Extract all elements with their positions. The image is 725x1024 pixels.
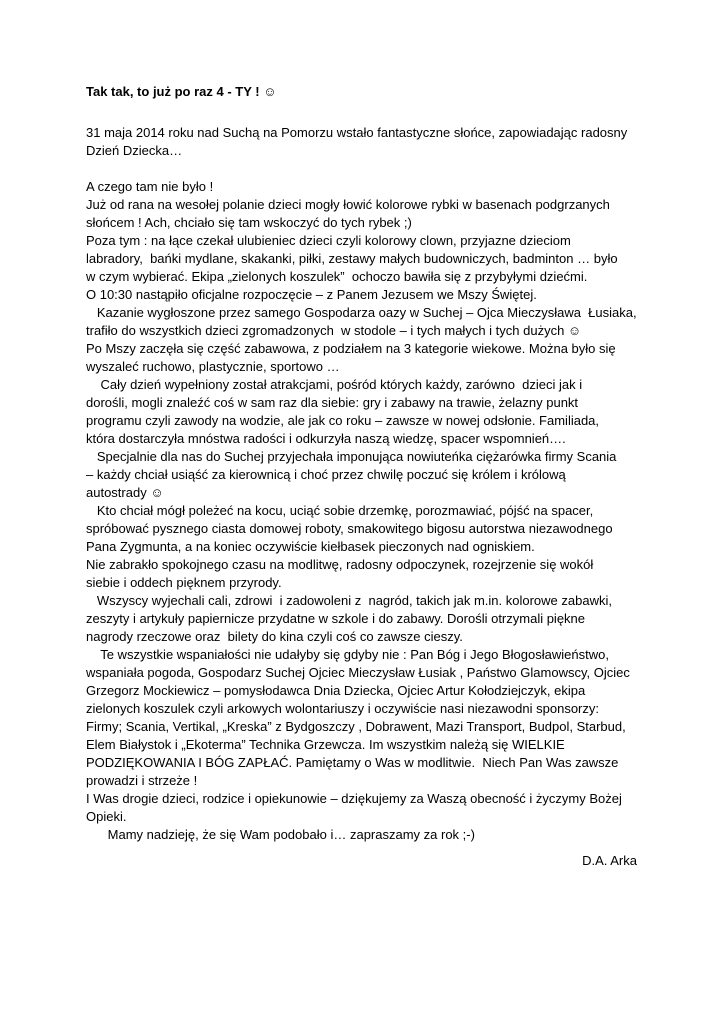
body-line: słońcem ! Ach, chciało się tam wskoczyć do tych rybek ;) (86, 215, 412, 230)
body-line: I Was drogie dzieci, rodzice i opiekunowie – dziękujemy za Waszą obecność i życzymy Bożej (86, 791, 622, 806)
body-line: dorośli, mogli znaleźć coś w sam raz dla siebie: gry i zabawy na trawie, żelazny punkt (86, 395, 579, 410)
body-line: wyszaleć ruchowo, plastycznie, sportowo … (86, 359, 340, 374)
body-line: Kto chciał mógł poleżeć na kocu, uciąć sobie drzemkę, porozmawiać, pójść na spacer, (86, 503, 594, 518)
body-line: nagrody rzeczowe oraz bilety do kina czyli coś co zawsze cieszy. (86, 629, 463, 644)
body-line: Dzień Dziecka… (86, 143, 183, 158)
body-line: Te wszystkie wspaniałości nie udałyby się gdyby nie : Pan Bóg i Jego Błogosławieństwo, (86, 647, 609, 662)
body-line: trafiło do wszystkich dzieci zgromadzonych w stodole – i tych małych i tych dużych ☺ (86, 323, 582, 338)
body-line: Nie zabrakło spokojnego czasu na modlitwę, radosny odpoczynek, rozejrzenie się wokół (86, 557, 594, 572)
body-line: labradory, bańki mydlane, skakanki, piłki, zestawy małych budowniczych, badminton … było (86, 251, 618, 266)
body-line: Firmy; Scania, Vertikal, „Kreska” z Bydgoszczy , Dobrawent, Mazi Transport, Budpol, Starbud, (86, 719, 626, 734)
body-line: Specjalnie dla nas do Suchej przyjechała imponująca nowiuteńka ciężarówka firmy Scania (86, 449, 617, 464)
body-line: autostrady ☺ (86, 485, 164, 500)
body-line: A czego tam nie było ! (86, 179, 214, 194)
body-line: Cały dzień wypełniony został atrakcjami, pośród których każdy, zarówno dzieci jak i (86, 377, 583, 392)
body-line: programu czyli zawody na wodzie, ale jak co roku – zawsze w nowej odsłonie. Familiada, (86, 413, 600, 428)
body-line: Poza tym : na łące czekał ulubieniec dzieci czyli kolorowy clown, przyjazne dzieciom (86, 233, 571, 248)
body-line: Elem Białystok i „Ekoterma” Technika Grzewcza. Im wszystkim należą się WIELKIE (86, 737, 565, 752)
body-line: zeszyty i artykuły papiernicze przydatne w szkole i do zabawy. Dorośli otrzymali piękne (86, 611, 586, 626)
body-line: Pana Zygmunta, a na koniec oczywiście kiełbasek pieczonych nad ogniskiem. (86, 539, 535, 554)
body-line: która dostarczyła mnóstwa radości i odkurzyła naszą wiedzę, spacer wspomnień…. (86, 431, 566, 446)
body-line: Grzegorz Mockiewicz – pomysłodawca Dnia Dziecka, Ojciec Artur Kołodziejczyk, ekipa (86, 683, 586, 698)
body-line: siebie i oddech pięknem przyrody. (86, 575, 282, 590)
body-line: Po Mszy zaczęła się część zabawowa, z podziałem na 3 kategorie wiekowe. Można było się (86, 341, 616, 356)
body-line: 31 maja 2014 roku nad Suchą na Pomorzu wstało fantastyczne słońce, zapowiadając radosny (86, 125, 628, 140)
document-title: Tak tak, to już po raz 4 - TY ! ☺ (86, 84, 277, 99)
body-line: zielonych koszulek czyli arkowych wolontariuszy i oczywiście nasi niezawodni sponsorzy: (86, 701, 599, 716)
body-line: – każdy chciał usiąść za kierownicą i choć przez chwilę poczuć się królem i królową (86, 467, 566, 482)
body-line: w czym wybierać. Ekipa „zielonych koszulek” ochoczo bawiła się z przybyłymi dziećmi. (86, 269, 588, 284)
body-line: Kazanie wygłoszone przez samego Gospodarza oazy w Suchej – Ojca Mieczysława Łusiaka, (86, 305, 637, 320)
body-line: prowadzi i strzeże ! (86, 773, 198, 788)
body-line: Już od rana na wesołej polanie dzieci mogły łowić kolorowe rybki w basenach podgrzanych (86, 197, 610, 212)
signature: D.A. Arka (582, 853, 637, 868)
body-line: spróbować pysznego ciasta domowej roboty, smakowitego bigosu autorstwa niezawodnego (86, 521, 613, 536)
body-line: O 10:30 nastąpiło oficjalne rozpoczęcie – z Panem Jezusem we Mszy Świętej. (86, 287, 537, 302)
body-line: Opieki. (86, 809, 127, 824)
body-line: Wszyscy wyjechali cali, zdrowi i zadowoleni z nagród, takich jak m.in. kolorowe zabawki, (86, 593, 612, 608)
body-line: Mamy nadzieję, że się Wam podobało i… zapraszamy za rok ;-) (86, 827, 475, 842)
body-line: wspaniała pogoda, Gospodarz Suchej Ojciec Mieczysław Łusiak , Państwo Glamowscy, Ojciec (86, 665, 630, 680)
body-line: PODZIĘKOWANIA I BÓG ZAPŁAĆ. Pamiętamy o Was w modlitwie. Niech Pan Was zawsze (86, 755, 619, 770)
